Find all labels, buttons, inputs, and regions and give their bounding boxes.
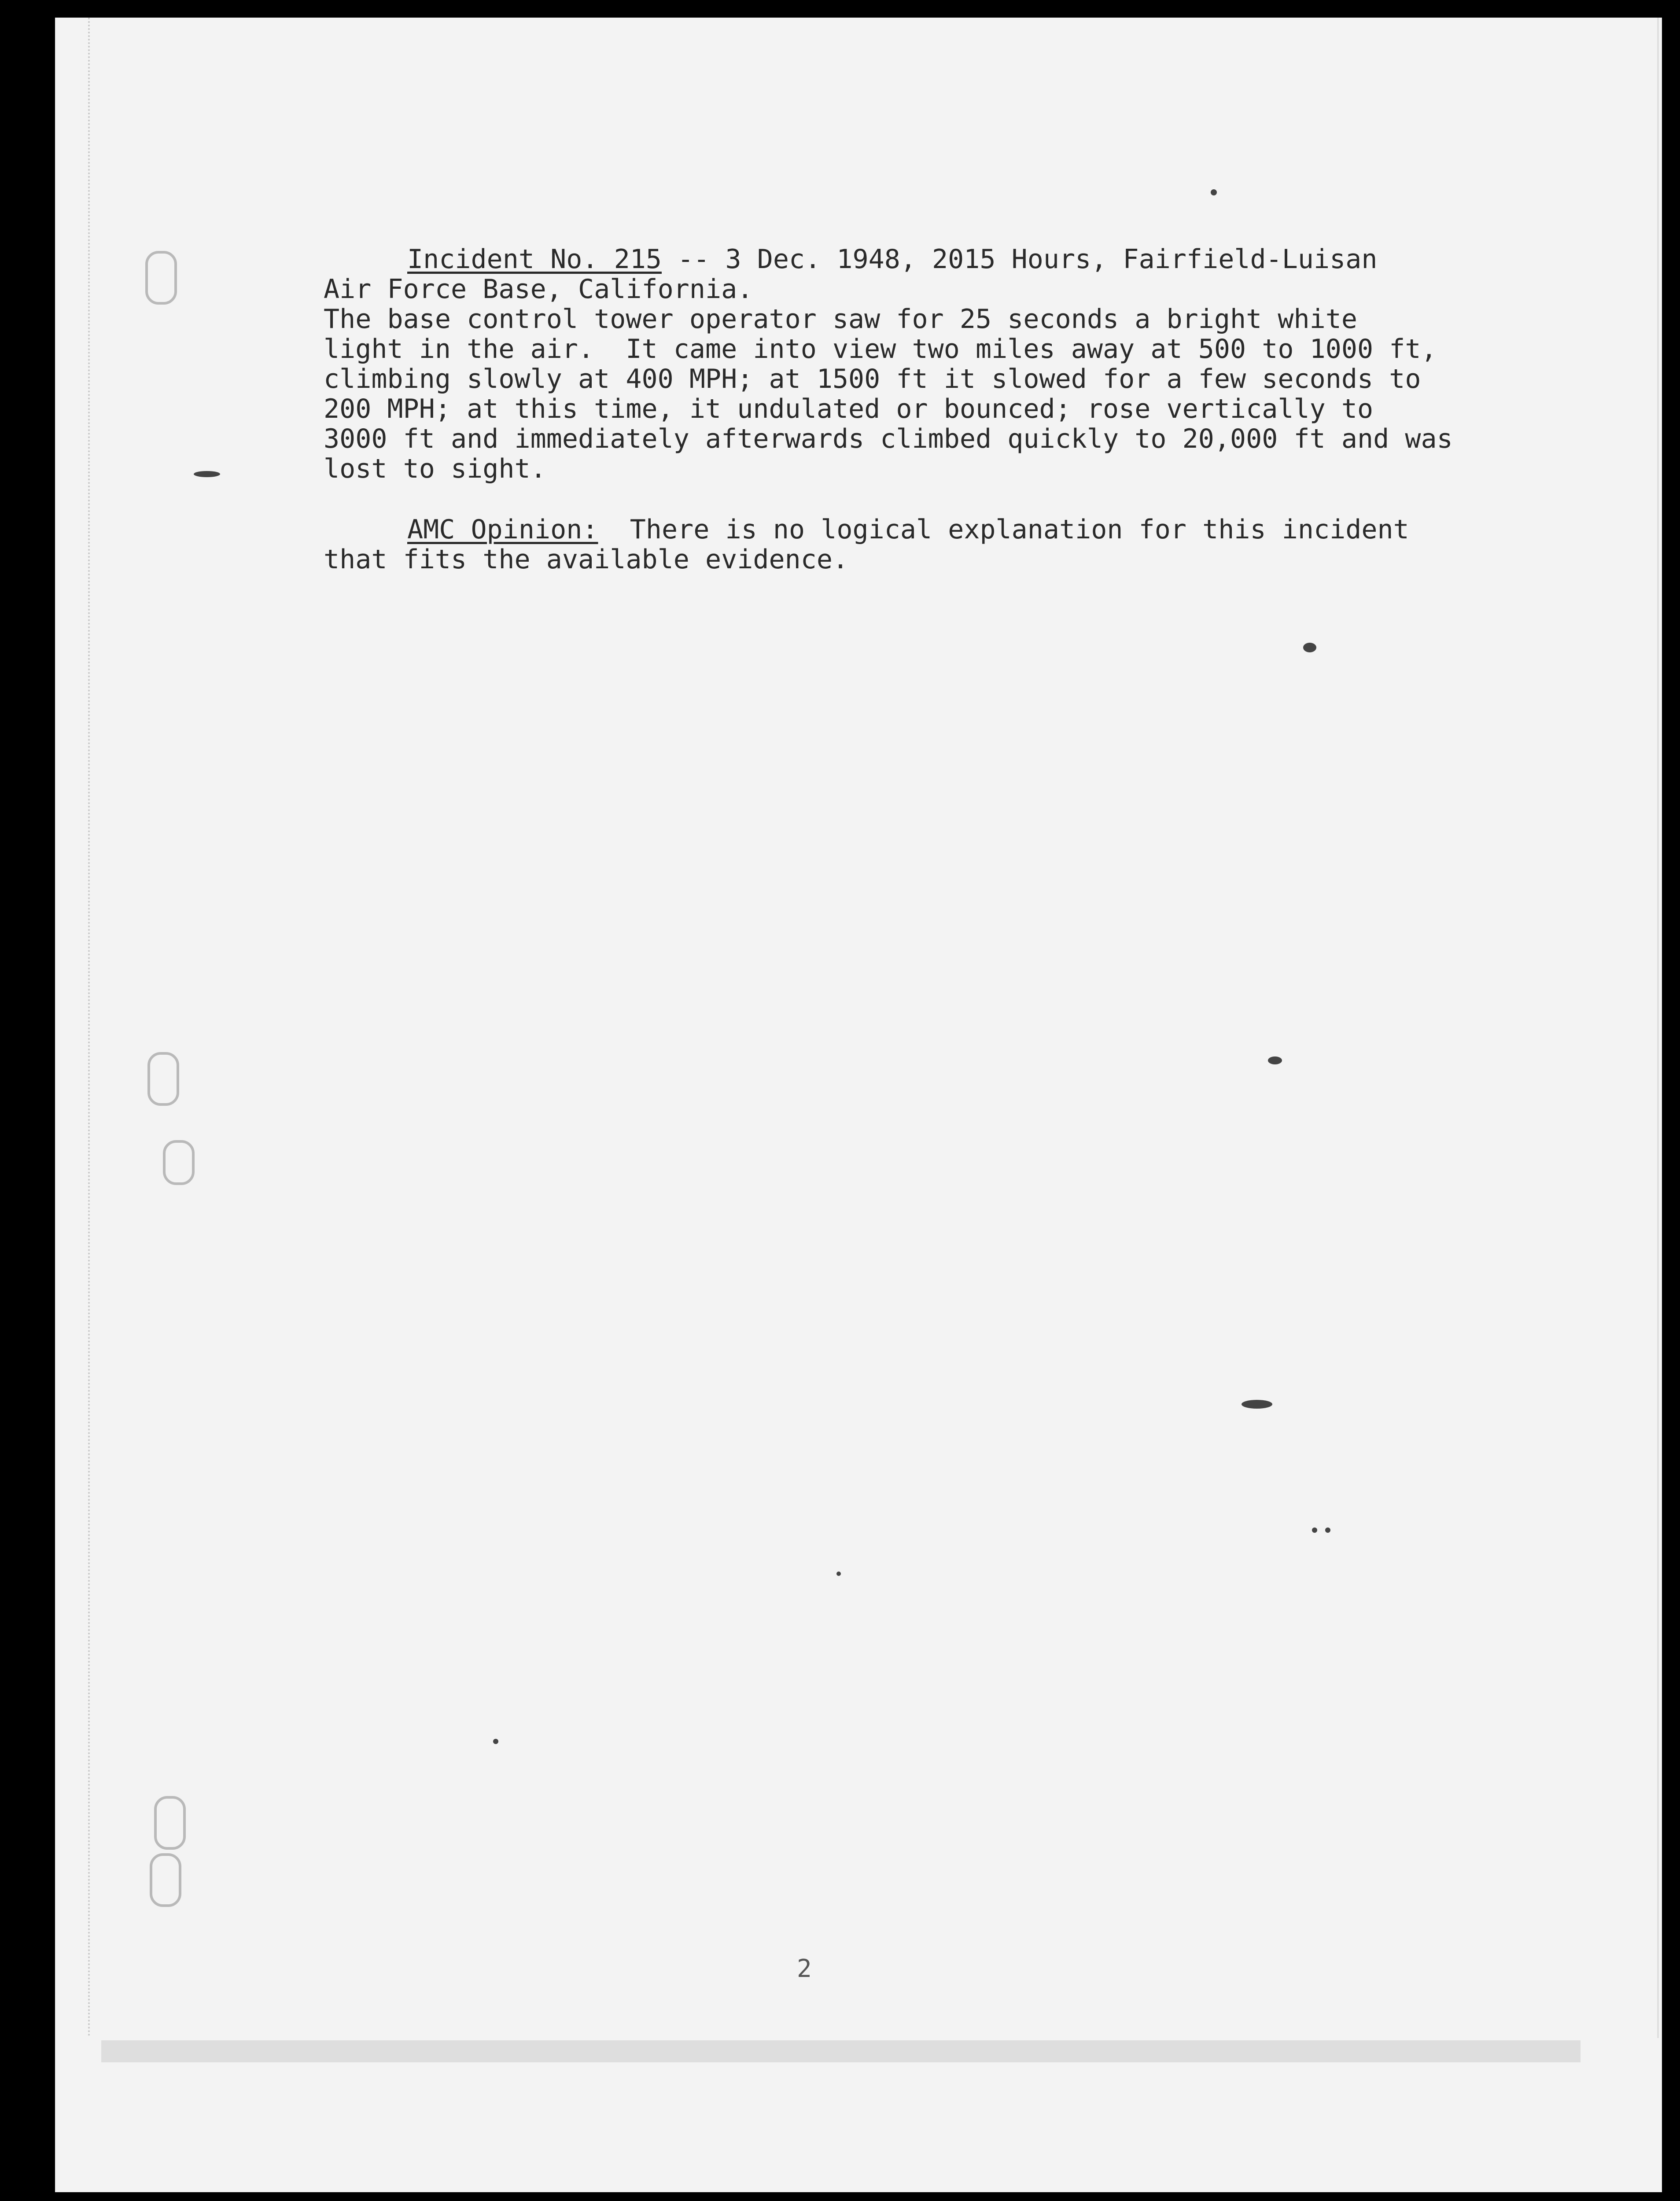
incident-heading-line xyxy=(324,244,1600,274)
scan-speck xyxy=(1268,1056,1282,1064)
body-line-5: 3000 ft and immediately afterwards climbed quickly to 20,000 ft and was xyxy=(324,423,1453,454)
scan-speck xyxy=(194,471,220,477)
scan-speck xyxy=(493,1739,498,1744)
scan-speck xyxy=(1242,1400,1272,1409)
opinion-label: AMC Opinion: xyxy=(407,514,598,545)
incident-report-text xyxy=(324,244,1600,574)
opinion-line-2: that fits the available evidence. xyxy=(324,544,849,575)
body-line-2: light in the air. It came into view two miles away at 500 to 1000 ft, xyxy=(324,334,1437,364)
punch-hole-bottom-1 xyxy=(154,1796,186,1850)
incident-label: Incident No. 215 xyxy=(407,244,662,275)
scan-speck xyxy=(836,1572,841,1576)
punch-hole-top xyxy=(145,251,177,305)
incident-heading-rest: -- 3 Dec. 1948, 2015 Hours, Fairfield-Luisan xyxy=(661,244,1378,275)
page-number: 2 xyxy=(797,1954,812,1983)
body-line-3: climbing slowly at 400 MPH; at 1500 ft it slowed for a few seconds to xyxy=(324,364,1421,394)
scan-speck xyxy=(1312,1527,1317,1533)
opinion-line-1 xyxy=(324,515,1600,545)
location-line: Air Force Base, California. xyxy=(324,274,753,305)
opinion-text-1: There is no logical explanation for this incident xyxy=(598,514,1409,545)
body-line-1: The base control tower operator saw for 25 seconds a bright white xyxy=(324,304,1357,335)
body-line-6: lost to sight. xyxy=(324,453,546,484)
bottom-shadow-strip xyxy=(101,2040,1581,2062)
paragraph-gap xyxy=(324,484,1600,515)
scan-speck xyxy=(1325,1527,1330,1533)
scan-speck xyxy=(1303,643,1316,652)
punch-hole-bottom-2 xyxy=(150,1853,181,1907)
body-line-4: 200 MPH; at this time, it undulated or bounced; rose vertically to xyxy=(324,394,1374,424)
punch-hole-middle-1 xyxy=(147,1052,179,1106)
punch-hole-middle-2 xyxy=(163,1140,195,1185)
scan-speck xyxy=(1211,189,1217,195)
